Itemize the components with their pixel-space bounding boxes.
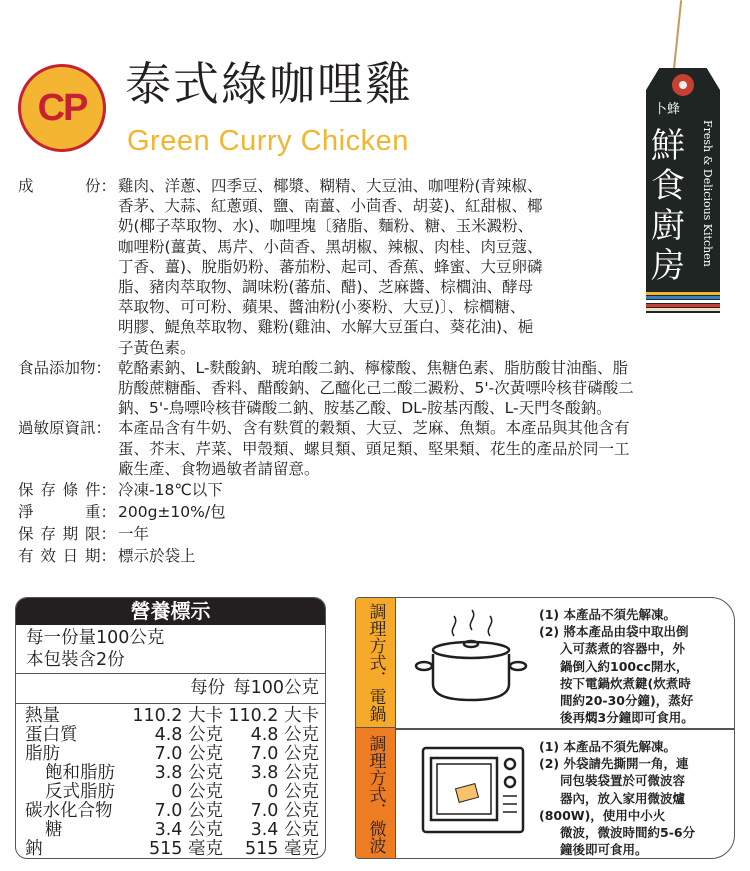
tag-hole: [672, 74, 694, 96]
microwave-icon: [421, 746, 526, 836]
per-100g-value: 7.0 公克: [250, 801, 319, 821]
nutrition-row: [25, 764, 319, 783]
cooking-step-line: 間約20-30分鐘)，蒸好: [560, 693, 694, 709]
nutrition-title: 營養標示: [16, 598, 325, 625]
info-line: 子黃色素。: [118, 338, 196, 357]
cp-logo: CP: [18, 64, 106, 152]
info-value: [116, 176, 543, 358]
nutrition-table: [15, 597, 326, 859]
info-label: [18, 545, 116, 567]
info-line: 丁香、薑)、脫脂奶粉、蕃茄粉、起司、香蕉、蜂蜜、大豆卵磷: [118, 257, 543, 276]
tag-small-text: 卜蜂: [654, 102, 681, 117]
info-label: [18, 418, 116, 479]
info-line: 奶(椰子萃取物、水)、咖哩塊〔豬脂、麵粉、糖、玉米澱粉、: [118, 217, 534, 236]
nutrient-name: 糖: [45, 820, 63, 840]
per-serving-value: 110.2 大卡: [132, 706, 223, 726]
info-line: 肪酸蔗糖酯、香料、醋酸鈉、乙醯化己二酸二澱粉、5'-次黃嘌呤核苷磷酸二: [118, 379, 634, 398]
tag-main-text: 鮮食廚房: [651, 126, 685, 286]
info-line: 冷凍-18℃以下: [118, 481, 223, 500]
info-label-part: 日: [62, 547, 79, 566]
nutrition-row: [25, 783, 319, 802]
info-line: 200g±10%/包: [118, 503, 226, 522]
info-value: [116, 418, 630, 479]
per-serving-value: 3.8 公克: [154, 763, 223, 783]
nutrient-name: 脂肪: [25, 744, 60, 764]
info-label-part: 成: [18, 177, 34, 195]
info-line: 一年: [118, 525, 150, 544]
nutrition-row: [25, 726, 319, 745]
info-label-part: 存: [40, 481, 56, 500]
cooking-step-line: 同包裝袋置於可微波容: [560, 773, 686, 789]
cooking-step-line: 鐘後即可食用。: [560, 842, 648, 858]
cooking-step-line: (1) 本產品不須先解凍。: [539, 739, 676, 754]
info-value: [116, 545, 196, 567]
info-label-part: 食品添加物：: [18, 358, 112, 377]
info-label-part: 存: [40, 525, 56, 544]
cooking-step-line: 器內，放入家用微波爐: [560, 790, 686, 806]
nutrition-row: [25, 745, 319, 764]
product-title: 泰式綠咖哩雞: [125, 57, 413, 111]
serving-size: 每一份量100公克: [26, 628, 165, 648]
microwave-steps: [539, 738, 695, 858]
info-label: [18, 176, 116, 358]
cooking-step-line: (800W)，使用中小火: [539, 807, 666, 823]
per-100g-value: 110.2 大卡: [228, 706, 319, 726]
per-100g-value: 515 毫克: [245, 839, 319, 859]
per-serving-value: 7.0 公克: [154, 801, 223, 821]
info-row: [18, 479, 738, 501]
cooking-step-line: 後再燜3分鐘即可食用。: [560, 710, 694, 726]
per-100g-value: 3.4 公克: [250, 820, 319, 840]
info-line: 乾酪素鈉、L-麩酸鈉、琥珀酸二鈉、檸檬酸、焦糖色素、脂肪酸甘油酯、脂: [118, 358, 628, 377]
microwave-label: 調理方式．微波: [356, 728, 396, 859]
nutrition-row: [25, 840, 319, 859]
servings-per-pack: 本包裝含2份: [26, 650, 125, 670]
per-serving-value: 515 毫克: [149, 839, 223, 859]
info-label-part: 重：: [84, 503, 116, 522]
info-line: 本產品含有牛奶、含有麩質的穀類、大豆、芝麻、魚類。本產品與其他含有: [118, 419, 630, 438]
info-line: 標示於袋上: [118, 547, 196, 566]
info-label-part: 過敏原資訊：: [18, 419, 112, 438]
nutrient-name: 碳水化合物: [25, 801, 113, 821]
cooking-step-line: 入可蒸煮的容器中，外: [560, 641, 686, 657]
info-value: [116, 358, 634, 419]
info-row: [18, 358, 738, 419]
info-line: 蛋、芥末、芹菜、甲殼類、螺貝類、頭足類、堅果類、花生的產品於同一工: [118, 439, 630, 458]
divider: [396, 728, 735, 730]
per-100g-value: 4.8 公克: [250, 725, 319, 745]
info-line: 香茅、大蒜、紅蔥頭、鹽、南薑、小茴香、胡荽)、紅甜椒、椰: [118, 197, 543, 216]
info-value: [116, 501, 226, 523]
info-row: [18, 545, 738, 567]
info-label: [18, 501, 116, 523]
cooking-step-line: 微波，微波時間約5-6分: [560, 825, 696, 841]
nutrition-row: [25, 802, 319, 821]
info-label: [18, 358, 116, 419]
per-serving-value: 0 公克: [171, 782, 223, 802]
info-label-part: 限：: [84, 525, 116, 544]
info-row: [18, 176, 738, 358]
tag-english-text: Fresh & Delicious Kitchen: [701, 120, 714, 267]
info-label-part: 保: [18, 525, 34, 544]
nutrient-name: 熱量: [25, 706, 60, 726]
info-value: [116, 479, 223, 501]
info-line: 脂、豬肉萃取物、調味粉(蕃茄、醋)、芝麻醬、棕櫚油、酵母: [118, 278, 534, 297]
info-label: [18, 523, 116, 545]
info-label-part: 件：: [84, 481, 116, 500]
info-label: [18, 479, 116, 501]
per-100g-value: 7.0 公克: [250, 744, 319, 764]
info-row: [18, 418, 738, 479]
nutrient-name: 反式脂肪: [45, 782, 115, 802]
info-line: 明膠、鯷魚萃取物、雞粉(雞油、水解大豆蛋白、葵花油)、梔: [118, 318, 534, 337]
info-label-part: 份：: [84, 177, 116, 195]
tag-string: [672, 0, 682, 80]
col-per-100g: 每100公克: [233, 678, 319, 698]
info-line: 咖哩粉(薑黃、馬芹、小茴香、黑胡椒、辣椒、肉桂、肉豆蔻、: [118, 237, 543, 256]
info-line: 廠生產、食物過敏者請留意。: [118, 459, 320, 478]
info-row: [18, 523, 738, 545]
info-value: [116, 523, 149, 545]
per-serving-value: 3.4 公克: [154, 820, 223, 840]
nutrition-row: [25, 707, 319, 726]
col-per-serving: 每份: [190, 678, 226, 698]
per-serving-value: 7.0 公克: [154, 744, 223, 764]
info-label-part: 條: [62, 481, 79, 500]
per-100g-value: 0 公克: [267, 782, 319, 802]
product-info: [18, 176, 738, 567]
product-subtitle: Green Curry Chicken: [127, 125, 409, 157]
nutrition-row: [25, 821, 319, 840]
info-label-part: 期：: [84, 547, 116, 566]
info-label-part: 效: [40, 547, 56, 566]
cooking-instructions: [355, 597, 735, 859]
info-line: 萃取物、可可粉、蘋果、醬油粉(小麥粉、大豆)〕、棕櫚糖、: [118, 298, 526, 317]
cooking-step-line: 按下電鍋炊煮鍵(炊煮時: [560, 675, 691, 691]
cooking-step-line: 鍋倒入約100cc開水，: [560, 658, 689, 674]
info-row: [18, 501, 738, 523]
nutrient-name: 飽和脂肪: [45, 763, 115, 783]
per-serving-value: 4.8 公克: [154, 725, 223, 745]
info-label-part: 保: [18, 481, 34, 500]
info-label-part: 淨: [18, 503, 34, 522]
pot-icon: [414, 608, 529, 713]
nutrient-name: 鈉: [25, 839, 43, 859]
per-100g-value: 3.8 公克: [250, 763, 319, 783]
nutrient-name: 蛋白質: [25, 725, 78, 745]
info-line: 雞肉、洋蔥、四季豆、椰漿、糊精、大豆油、咖哩粉(青辣椒、: [118, 177, 543, 195]
rice-cooker-steps: [539, 606, 694, 726]
cooking-step-line: (1) 本產品不須先解凍。: [539, 607, 676, 622]
cooking-step-line: (2) 將本產品由袋中取出倒: [539, 624, 689, 640]
info-label-part: 有: [18, 547, 34, 566]
info-line: 鈉、5'-鳥嘌呤核苷磷酸二鈉、胺基乙酸、DL-胺基丙酸、L-天門冬酸鈉。: [118, 399, 612, 418]
rice-cooker-label: 調理方式．電鍋: [356, 598, 396, 728]
cooking-step-line: (2) 外袋請先撕開一角，連: [539, 756, 689, 772]
info-label-part: 期: [62, 525, 79, 544]
